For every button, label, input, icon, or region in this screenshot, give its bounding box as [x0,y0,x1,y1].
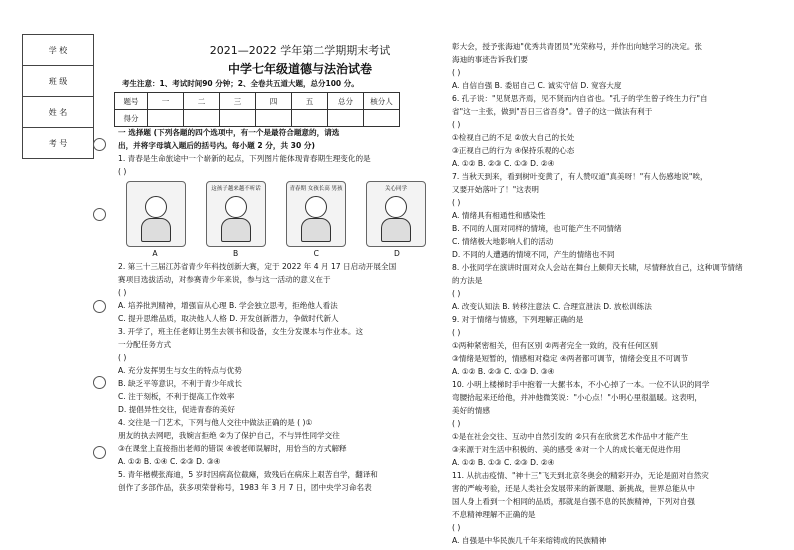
text-line: ( ) [118,353,127,362]
text-line: ( ) [452,419,461,428]
person-face-icon [305,196,327,218]
image-caption: 关心同学 [384,186,407,192]
text-line: 5. 青年楷模张海迪，5 岁时因病高位截瘫，致残后在病床上艰苦自学，翻译和 [118,470,378,479]
student-info-table [22,34,94,159]
text-line: C. 提升思维品质，取决他人人格 D. 开发创新潜力，争做时代新人 [118,314,339,323]
score-cell [328,110,364,127]
text-line: 创作了多部作品，获多项荣誉称号，1983 年 3 月 7 日，团中央学习命名表 [118,483,372,492]
text-line: ③正视自己的行为 ④保持乐观的心态 [452,146,575,155]
score-header-cell: 三 [220,93,256,110]
info-cell: 姓 名 [23,97,94,128]
image-label: D [394,249,400,258]
binding-hole-icon [93,376,106,389]
person-face-icon [145,196,167,218]
text-line: 的方法是 [452,276,483,285]
text-line: ( ) [452,198,461,207]
text-line: ( ) [452,68,461,77]
binding-hole-icon [93,208,106,221]
score-header-cell: 二 [184,93,220,110]
text-line: ③情绪是短暂的，情感相对稳定 ④两者都可调节，情绪会变且不可调节 [452,354,689,363]
binding-hole-icon [93,446,106,459]
text-line: 海迪的事迹告诉我们要 [452,55,528,64]
text-line: 省"这一主张，做到"吾日三省吾身"。曾子的这一做法有利于 [452,107,653,116]
text-line: A. 情绪具有相通性和感染性 [452,211,546,220]
text-line: A. ①② B. ②③ C. ①③ D. ②④ [452,159,555,168]
text-line: A. 自强是中华民族几千年来熔铸成的民族精神 [452,536,607,545]
option-image [126,181,186,247]
text-line: ( ) [452,523,461,532]
image-label: A [152,249,158,258]
binding-hole-icon [93,138,106,151]
person-face-icon [225,196,247,218]
text-line: 1. 青春是生命旅途中一个崭新的起点，下列图片能体现青春期生理变化的是 [118,154,371,163]
person-body-icon [221,218,251,242]
text-line: 赛项目选拔活动，对参赛青少年来说，参与这一活动的意义在于 [118,275,331,284]
score-cell [148,110,184,127]
text-line: B. 缺乏平等意识，不利于青少年成长 [118,379,242,388]
score-header-cell: 四 [256,93,292,110]
info-cell: 考 号 [23,128,94,159]
text-line: ③来源于对生活中积极的、美的感受 ④对一个人的成长毫无促进作用 [452,445,681,454]
person-body-icon [381,218,411,242]
text-line: 7. 当秋天到来，看到树叶变黄了，有人赞叹道"真美呀！"有人伤感地说"唉， [452,172,708,181]
text-line: A. 改变认知法 B. 转移注意法 C. 合理宣泄法 D. 放松训练法 [452,302,652,311]
text-line: 一分配任务方式 [118,340,172,349]
score-header-cell: 总分 [328,93,364,110]
text-line: 3. 开学了，班主任老师让男生去领书和设备，女生分发课本与作业本。这 [118,327,364,336]
text-line: 6. 孔子说："见贤思齐焉，见不贤而内自省也。"孔子的学生曾子终生力行"自 [452,94,708,103]
binding-hole-icon [93,300,106,313]
text-line: 美好的情感 [452,406,490,415]
image-label: B [233,249,239,258]
exam-title: 2021—2022 学年第二学期期末考试 [209,44,391,57]
text-line: ( ) [452,120,461,129]
score-header-cell: 一 [148,93,184,110]
text-line: C. 注于刻板，不利于提高工作效率 [118,392,235,401]
option-image [286,181,346,247]
exam-subtitle: 中学七年级道德与法治试卷 [227,62,372,76]
score-cell [364,110,400,127]
text-line: D. 不同的人遭遇的情境不同，产生的情绪也不同 [452,250,615,259]
text-line: 8. 小张同学在演讲时面对众人会站在舞台上颇仰天长啸，尽情释放自己，这种调节情绪 [452,263,743,272]
text-line: 11. 从抗击疫情、"神十三"飞天到北京冬奥会的精彩开办，无论是面对自然灾 [452,471,709,480]
score-cell [292,110,328,127]
score-cell [256,110,292,127]
option-image [366,181,426,247]
text-line: 9. 对于情绪与情感，下列理解正确的是 [452,315,584,324]
score-header-cell: 五 [292,93,328,110]
text-line: A. ①② B. ①④ C. ②③ D. ③④ [118,457,221,466]
text-line: A. 自信自强 B. 委屈自己 C. 诚实守信 D. 宽容大度 [452,81,622,90]
text-line: 国人身上看到一个相同的品质，那就是自强不息的民族精神，下列对自强 [452,497,695,506]
score-header-cell: 题号 [115,93,148,110]
text-line: A. ①② B. ①③ C. ②③ D. ②④ [452,458,555,467]
image-caption: 这孩子越来越不听话 [211,186,261,192]
text-line: C. 情绪极大地影响人们的活动 [452,237,554,246]
left-column [118,126,438,494]
info-cell: 学 校 [23,35,94,66]
text-line: 一 选择题 (下列各题的四个选项中，有一个是最符合题意的，请选 [118,128,340,137]
text-line: 不息精神理解不正确的是 [452,510,536,519]
info-cell: 班 级 [23,66,94,97]
text-line: B. 不同的人面对同样的情境，也可能产生不同情绪 [452,224,622,233]
person-body-icon [141,218,171,242]
text-line: ①是在社会交往、互动中自然引发的 ②只有在欣赏艺术作品中才能产生 [452,432,689,441]
text-line: 害的严峻考验，还是人类社会发展带来的新课题、新挑战，世界总能从中 [452,484,695,493]
text-line: 2. 第三十三届江苏省青少年科技创新大赛，定于 2022 年 4 月 17 日启动开展全国 [118,262,397,271]
text-line: A. 培养批判精神，增强盲从心理 B. 学会独立思考，拒绝他人看法 [118,301,338,310]
text-line: 10. 小明上楼梯时手中抱着一大摞书本，不小心掉了一本。一位不认识的同学 [452,380,710,389]
person-body-icon [301,218,331,242]
text-line: 出，并将字母填入题后的括号内。每小题 2 分，共 30 分) [118,141,315,150]
score-table [114,92,400,127]
right-column [452,40,774,547]
text-line: D. 提倡异性交往，促进青春的美好 [118,405,235,414]
text-line: A. ①② B. ②③ C. ①③ D. ③④ [452,367,555,376]
question-1-images [126,181,426,247]
person-face-icon [385,196,407,218]
text-line: ( ) [118,288,127,297]
text-line: 又要开始落叶了！"这表明 [452,185,540,194]
text-line: 4. 交往是一门艺术，下列与他人交往中做法正确的是 ( )① [118,418,313,427]
score-row-label: 得分 [115,110,148,127]
image-caption: 青春期 女孩长高 男孩 [289,186,343,192]
score-cell [184,110,220,127]
score-cell [220,110,256,127]
image-label: C [313,249,319,258]
text-line: 朋友的执去网吧，我婉言拒绝 ②为了保护自己，不与异性同学交往 [118,431,340,440]
text-line: ( ) [452,289,461,298]
text-line: ①两种紧密相关，但有区别 ②两者完全一致的，没有任何区别 [452,341,658,350]
text-line: ③在课堂上直接指出老师的错误 ④被老师误解时，用恰当的方式解释 [118,444,347,453]
option-image [206,181,266,247]
text-line: A. 充分发挥男生与女生的特点与优势 [118,366,242,375]
text-line: ( ) [452,328,461,337]
text-line: 彰大会，授予张海迪"优秀共青团员"光荣称号，并作出向她学习的决定。张 [452,42,702,51]
text-line: 弯腰拾起来还给他，并冲他微笑说："小心点！"小明心里很温暖。这表明， [452,393,702,402]
text-line: ( ) [118,167,127,176]
score-header-cell: 核分人 [364,93,400,110]
text-line: ①检视自己的不足 ②放大自己的长处 [452,133,575,142]
exam-note: 考生注意：1、考试时间90 分钟；2、全卷共五道大题，总分100 分。 [122,79,359,88]
